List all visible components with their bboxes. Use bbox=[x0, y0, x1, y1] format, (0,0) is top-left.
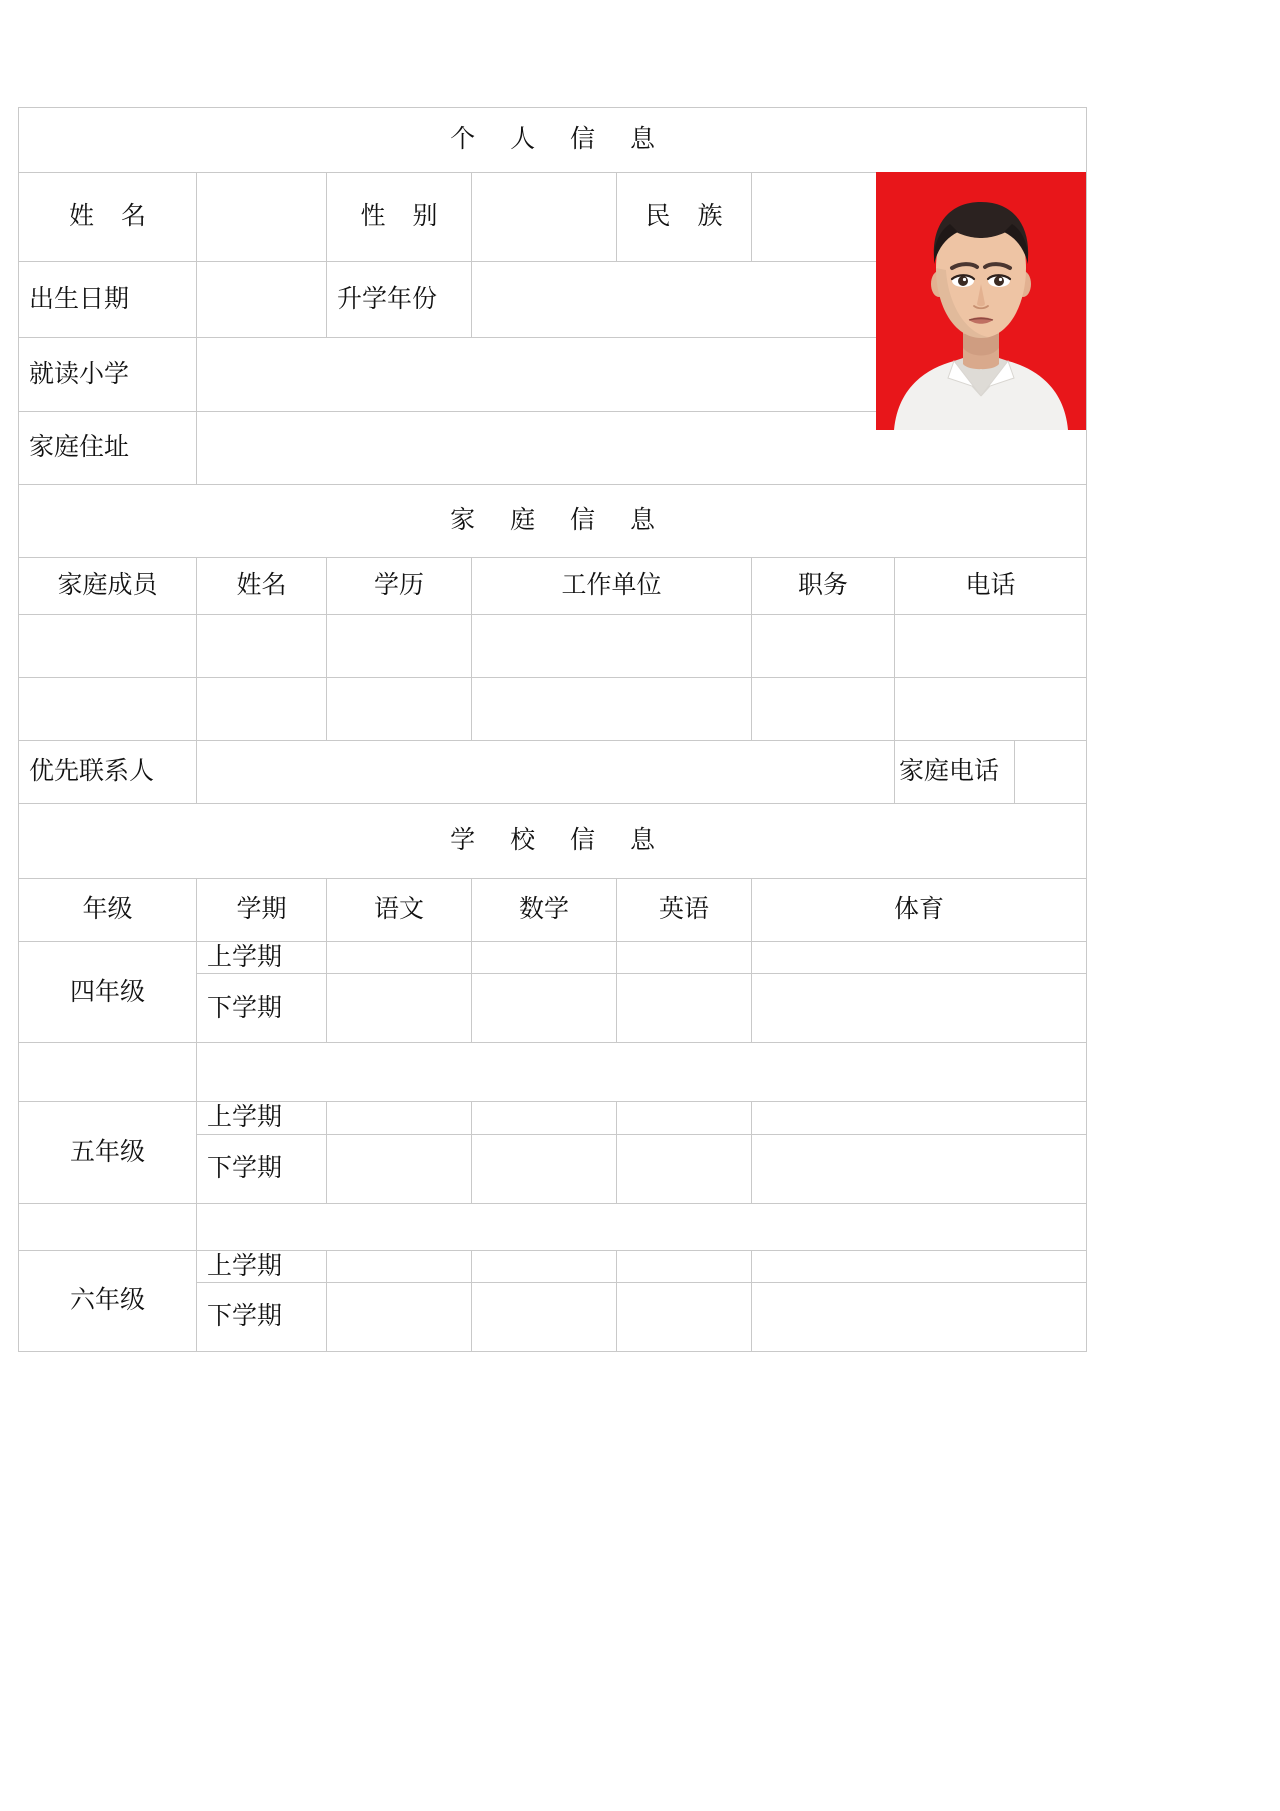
grade-note-spacer-4 bbox=[19, 1043, 197, 1102]
cell-phone-1[interactable] bbox=[895, 615, 1087, 678]
score-math-4-2[interactable] bbox=[472, 974, 617, 1043]
cell-workplace-2[interactable] bbox=[472, 678, 752, 741]
col-header-member: 家庭成员 bbox=[19, 558, 197, 615]
score-chinese-4-1[interactable] bbox=[327, 942, 472, 974]
cell-member-2[interactable] bbox=[19, 678, 197, 741]
cell-fname-2[interactable] bbox=[197, 678, 327, 741]
col-header-phone: 电话 bbox=[895, 558, 1087, 615]
section-title-school: 学 校 信 息 bbox=[19, 804, 1087, 879]
id-photo bbox=[876, 172, 1086, 430]
col-header-fname: 姓名 bbox=[197, 558, 327, 615]
label-home-phone: 家庭电话 bbox=[895, 741, 1015, 804]
section-title-personal: 个 人 信 息 bbox=[19, 108, 1087, 173]
term-label-4-2: 下学期 bbox=[197, 974, 327, 1043]
score-chinese-4-2[interactable] bbox=[327, 974, 472, 1043]
col-header-english: 英语 bbox=[617, 879, 752, 942]
label-birthdate: 出生日期 bbox=[19, 262, 197, 338]
score-pe-6-2[interactable] bbox=[752, 1282, 1087, 1351]
grade-label-6: 六年级 bbox=[19, 1250, 197, 1351]
grade-label-5: 五年级 bbox=[19, 1102, 197, 1203]
school-grade-row bbox=[19, 942, 1087, 974]
score-math-5-2[interactable] bbox=[472, 1134, 617, 1203]
grade-note-4[interactable] bbox=[197, 1043, 1087, 1102]
field-name[interactable] bbox=[197, 173, 327, 262]
col-header-math: 数学 bbox=[472, 879, 617, 942]
score-math-4-1[interactable] bbox=[472, 942, 617, 974]
school-grade-note-row bbox=[19, 1043, 1087, 1102]
score-english-5-1[interactable] bbox=[617, 1102, 752, 1134]
col-header-chinese: 语文 bbox=[327, 879, 472, 942]
score-pe-5-1[interactable] bbox=[752, 1102, 1087, 1134]
field-enrollment-year[interactable] bbox=[472, 262, 895, 338]
grade-note-5[interactable] bbox=[197, 1203, 1087, 1250]
label-name: 姓 名 bbox=[19, 173, 197, 262]
score-pe-4-2[interactable] bbox=[752, 974, 1087, 1043]
score-english-6-1[interactable] bbox=[617, 1250, 752, 1282]
term-label-6-1: 上学期 bbox=[197, 1250, 327, 1282]
score-chinese-6-2[interactable] bbox=[327, 1282, 472, 1351]
section-title-family: 家 庭 信 息 bbox=[19, 485, 1087, 558]
term-label-4-1: 上学期 bbox=[197, 942, 327, 974]
score-chinese-6-1[interactable] bbox=[327, 1250, 472, 1282]
family-contact-row bbox=[19, 741, 1087, 804]
score-math-5-1[interactable] bbox=[472, 1102, 617, 1134]
score-math-6-1[interactable] bbox=[472, 1250, 617, 1282]
term-label-5-2: 下学期 bbox=[197, 1134, 327, 1203]
field-gender[interactable] bbox=[472, 173, 617, 262]
score-chinese-5-2[interactable] bbox=[327, 1134, 472, 1203]
id-photo-graphic bbox=[876, 172, 1086, 430]
field-ethnicity[interactable] bbox=[752, 173, 895, 262]
term-label-6-2: 下学期 bbox=[197, 1282, 327, 1351]
field-primary-school[interactable] bbox=[197, 338, 895, 412]
score-english-4-1[interactable] bbox=[617, 942, 752, 974]
col-header-term: 学期 bbox=[197, 879, 327, 942]
score-english-6-2[interactable] bbox=[617, 1282, 752, 1351]
family-banner-row bbox=[19, 485, 1087, 558]
score-math-6-2[interactable] bbox=[472, 1282, 617, 1351]
grade-label-4: 四年级 bbox=[19, 942, 197, 1043]
score-pe-4-1[interactable] bbox=[752, 942, 1087, 974]
label-primary-school: 就读小学 bbox=[19, 338, 197, 412]
cell-edu-1[interactable] bbox=[327, 615, 472, 678]
school-grade-row bbox=[19, 1250, 1087, 1282]
label-enrollment-year: 升学年份 bbox=[327, 262, 472, 338]
label-home-address: 家庭住址 bbox=[19, 412, 197, 485]
col-header-position: 职务 bbox=[752, 558, 895, 615]
school-header-row bbox=[19, 879, 1087, 942]
cell-member-1[interactable] bbox=[19, 615, 197, 678]
score-english-4-2[interactable] bbox=[617, 974, 752, 1043]
score-pe-5-2[interactable] bbox=[752, 1134, 1087, 1203]
field-priority-contact[interactable] bbox=[197, 741, 895, 804]
cell-phone-2[interactable] bbox=[895, 678, 1087, 741]
school-banner-row bbox=[19, 804, 1087, 879]
field-home-phone[interactable] bbox=[1015, 741, 1087, 804]
personal-banner-row bbox=[19, 108, 1087, 173]
cell-position-2[interactable] bbox=[752, 678, 895, 741]
col-header-workplace: 工作单位 bbox=[472, 558, 752, 615]
term-label-5-1: 上学期 bbox=[197, 1102, 327, 1134]
family-data-row bbox=[19, 615, 1087, 678]
score-chinese-5-1[interactable] bbox=[327, 1102, 472, 1134]
cell-workplace-1[interactable] bbox=[472, 615, 752, 678]
label-ethnicity: 民 族 bbox=[617, 173, 752, 262]
family-header-row bbox=[19, 558, 1087, 615]
school-grade-row bbox=[19, 1102, 1087, 1134]
col-header-edu: 学历 bbox=[327, 558, 472, 615]
col-header-grade: 年级 bbox=[19, 879, 197, 942]
grade-note-spacer-5 bbox=[19, 1203, 197, 1250]
label-priority-contact: 优先联系人 bbox=[19, 741, 197, 804]
cell-edu-2[interactable] bbox=[327, 678, 472, 741]
score-english-5-2[interactable] bbox=[617, 1134, 752, 1203]
cell-position-1[interactable] bbox=[752, 615, 895, 678]
col-header-pe: 体育 bbox=[752, 879, 1087, 942]
school-grade-note-row bbox=[19, 1203, 1087, 1250]
label-gender: 性 别 bbox=[327, 173, 472, 262]
score-pe-6-1[interactable] bbox=[752, 1250, 1087, 1282]
family-data-row bbox=[19, 678, 1087, 741]
field-birthdate[interactable] bbox=[197, 262, 327, 338]
cell-fname-1[interactable] bbox=[197, 615, 327, 678]
